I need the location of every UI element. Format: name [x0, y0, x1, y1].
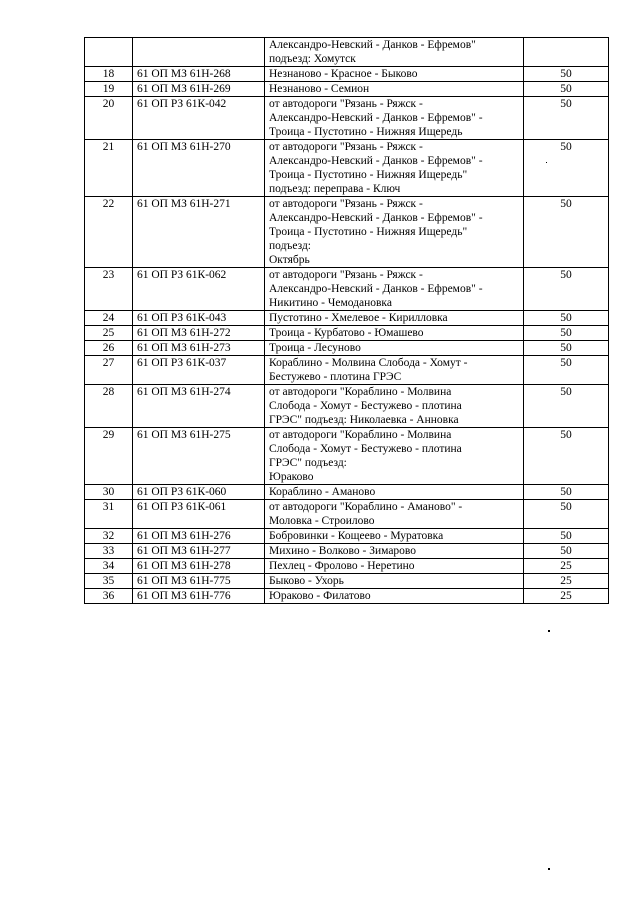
- road-code-cell: 61 ОП МЗ 61Н-270: [133, 140, 265, 197]
- road-name-cell: от автодороги "Кораблино - Молвина Слобода - Хомут - Бестужево - плотина ГРЭС" подъезд: Николаевка - Анновка: [265, 385, 524, 428]
- road-name-cell: Троица - Лесуново: [265, 341, 524, 356]
- road-name-cell: Михино - Волково - Зимарово: [265, 544, 524, 559]
- road-code-cell: 61 ОП МЗ 61Н-775: [133, 574, 265, 589]
- row-number-cell: 30: [85, 485, 133, 500]
- road-name-cell: Пустотино - Хмелевое - Кирилловка: [265, 311, 524, 326]
- table-row: [85, 589, 609, 604]
- road-length-cell: 50: [524, 356, 609, 385]
- road-code-cell: 61 ОП МЗ 61Н-276: [133, 529, 265, 544]
- table-row: [85, 38, 609, 67]
- road-code-cell: 61 ОП МЗ 61Н-272: [133, 326, 265, 341]
- road-code-cell: 61 ОП МЗ 61Н-273: [133, 341, 265, 356]
- row-number-cell: 27: [85, 356, 133, 385]
- road-name-cell: от автодороги "Кораблино - Аманово" - Моловка - Строилово: [265, 500, 524, 529]
- row-number-cell: 21: [85, 140, 133, 197]
- road-code-cell: 61 ОП МЗ 61Н-275: [133, 428, 265, 485]
- road-code-cell: 61 ОП МЗ 61Н-269: [133, 82, 265, 97]
- row-number-cell: 29: [85, 428, 133, 485]
- scan-speck: [548, 868, 550, 870]
- row-number-cell: 22: [85, 197, 133, 268]
- road-name-cell: Александро-Невский - Данков - Ефремов" подъезд: Хомутск: [265, 38, 524, 67]
- row-number-cell: 20: [85, 97, 133, 140]
- road-length-cell: 50: [524, 529, 609, 544]
- road-length-cell: 50: [524, 428, 609, 485]
- road-length-cell: 50: [524, 197, 609, 268]
- row-number-cell: 25: [85, 326, 133, 341]
- road-code-cell: 61 ОП РЗ 61К-060: [133, 485, 265, 500]
- road-code-cell: 61 ОП РЗ 61К-042: [133, 97, 265, 140]
- table-row: [85, 574, 609, 589]
- road-length-cell: 25: [524, 589, 609, 604]
- road-code-cell: 61 ОП РЗ 61К-043: [133, 311, 265, 326]
- table-row: [85, 326, 609, 341]
- road-length-cell: [524, 38, 609, 67]
- row-number-cell: 26: [85, 341, 133, 356]
- row-number-cell: 24: [85, 311, 133, 326]
- road-length-cell: 50: [524, 268, 609, 311]
- road-name-cell: Пехлец - Фролово - Неретино: [265, 559, 524, 574]
- table-row: [85, 485, 609, 500]
- road-length-cell: 50: [524, 97, 609, 140]
- road-length-cell: 25: [524, 559, 609, 574]
- road-name-cell: Кораблино - Аманово: [265, 485, 524, 500]
- road-length-cell: 50: [524, 485, 609, 500]
- row-number-cell: 18: [85, 67, 133, 82]
- table-row: [85, 385, 609, 428]
- road-code-cell: 61 ОП РЗ 61К-062: [133, 268, 265, 311]
- table-row: [85, 197, 609, 268]
- road-length-cell: 50: [524, 341, 609, 356]
- row-number-cell: 36: [85, 589, 133, 604]
- road-code-cell: 61 ОП МЗ 61Н-277: [133, 544, 265, 559]
- road-name-cell: Незнаново - Семион: [265, 82, 524, 97]
- road-name-cell: от автодороги "Рязань - Ряжск - Александро-Невский - Данков - Ефремов" - Никитино - Чемодановка: [265, 268, 524, 311]
- road-length-cell: 50: [524, 500, 609, 529]
- table-row: [85, 428, 609, 485]
- row-number-cell: 35: [85, 574, 133, 589]
- road-length-cell: 50: [524, 311, 609, 326]
- road-code-cell: 61 ОП МЗ 61Н-776: [133, 589, 265, 604]
- table-row: [85, 311, 609, 326]
- road-length-cell: 50: [524, 140, 609, 197]
- road-length-cell: 50: [524, 544, 609, 559]
- roads-table-body: [85, 38, 609, 604]
- road-name-cell: Бобровинки - Кощеево - Муратовка: [265, 529, 524, 544]
- road-name-cell: от автодороги "Рязань - Ряжск - Александро-Невский - Данков - Ефремов" - Троица - Пустотино - Нижняя Ищередь" подъезд: переправа - Ключ: [265, 140, 524, 197]
- scan-speck: [546, 162, 547, 163]
- row-number-cell: 31: [85, 500, 133, 529]
- table-row: [85, 341, 609, 356]
- road-length-cell: 25: [524, 574, 609, 589]
- road-length-cell: 50: [524, 326, 609, 341]
- row-number-cell: 19: [85, 82, 133, 97]
- row-number-cell: 23: [85, 268, 133, 311]
- table-row: [85, 544, 609, 559]
- road-code-cell: 61 ОП МЗ 61Н-278: [133, 559, 265, 574]
- table-row: [85, 500, 609, 529]
- road-code-cell: 61 ОП РЗ 61К-061: [133, 500, 265, 529]
- road-length-cell: 50: [524, 385, 609, 428]
- road-name-cell: Кораблино - Молвина Слобода - Хомут - Бестужево - плотина ГРЭС: [265, 356, 524, 385]
- table-row: [85, 97, 609, 140]
- road-name-cell: Юраково - Филатово: [265, 589, 524, 604]
- table-row: [85, 140, 609, 197]
- road-name-cell: от автодороги "Рязань - Ряжск - Александро-Невский - Данков - Ефремов" - Троица - Пустотино - Нижняя Ищередь" подъезд: Октябрь: [265, 197, 524, 268]
- road-name-cell: от автодороги "Кораблино - Молвина Слобода - Хомут - Бестужево - плотина ГРЭС" подъезд: Юраково: [265, 428, 524, 485]
- road-code-cell: 61 ОП МЗ 61Н-271: [133, 197, 265, 268]
- table-row: [85, 67, 609, 82]
- row-number-cell: 33: [85, 544, 133, 559]
- table-row: [85, 529, 609, 544]
- table-row: [85, 82, 609, 97]
- road-length-cell: 50: [524, 67, 609, 82]
- table-row: [85, 268, 609, 311]
- road-name-cell: от автодороги "Рязань - Ряжск - Александро-Невский - Данков - Ефремов" - Троица - Пустотино - Нижняя Ищередь: [265, 97, 524, 140]
- road-code-cell: 61 ОП МЗ 61Н-274: [133, 385, 265, 428]
- road-name-cell: Быково - Ухорь: [265, 574, 524, 589]
- road-name-cell: Незнаново - Красное - Быково: [265, 67, 524, 82]
- row-number-cell: 34: [85, 559, 133, 574]
- road-name-cell: Троица - Курбатово - Юмашево: [265, 326, 524, 341]
- road-length-cell: 50: [524, 82, 609, 97]
- road-code-cell: [133, 38, 265, 67]
- scan-speck: [548, 630, 550, 632]
- table-row: [85, 559, 609, 574]
- table-row: [85, 356, 609, 385]
- row-number-cell: 28: [85, 385, 133, 428]
- row-number-cell: 32: [85, 529, 133, 544]
- road-code-cell: 61 ОП МЗ 61Н-268: [133, 67, 265, 82]
- row-number-cell: [85, 38, 133, 67]
- roads-table: [84, 37, 609, 604]
- road-code-cell: 61 ОП РЗ 61К-037: [133, 356, 265, 385]
